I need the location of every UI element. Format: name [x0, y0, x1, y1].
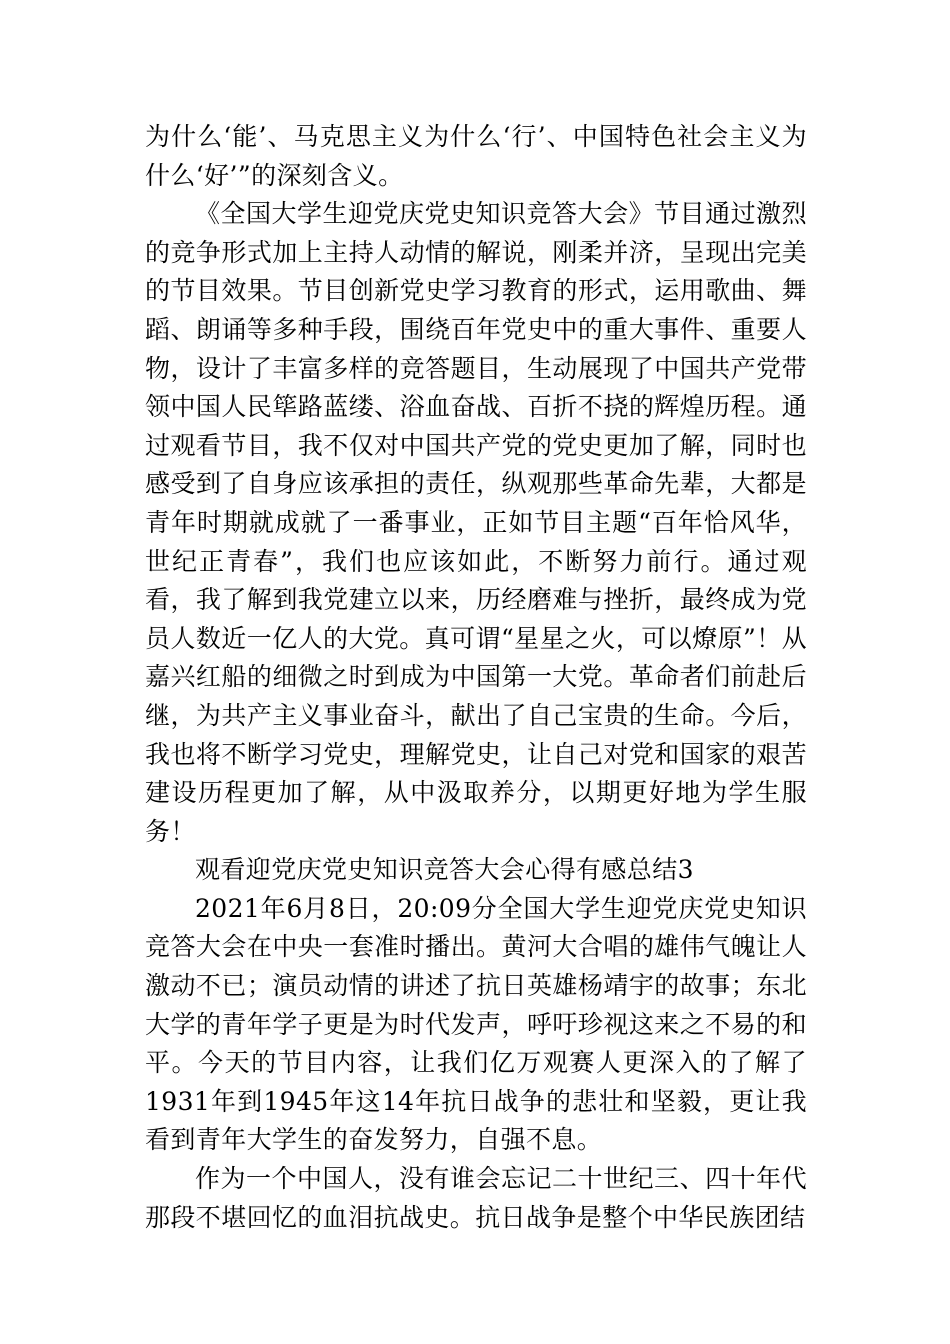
- paragraph-continuation: 为什么‘能’、马克思主义为什么‘行’、中国特色社会主义为什么‘好’”的深刻含义。: [145, 122, 807, 190]
- paragraph-broadcast-summary: 2021年6月8日，20:09分全国大学生迎党庆党史知识竞答大会在中央一套准时播出。黄河大合唱的雄伟气魄让人激动不已；演员动情的讲述了抗日英雄杨靖宇的故事；东北大学的青年学子更是为时代发声，呼吁珍视这来之不易的和平。今天的节目内容，让我们亿万观赛人更深入的了解了1931年到1945年这14年抗日战争的悲壮和坚毅，更让我看到青年大学生的奋发努力，自强不息。: [145, 893, 807, 1155]
- paragraph-program-review: 《全国大学生迎党庆党史知识竞答大会》节目通过激烈的竞争形式加上主持人动情的解说，刚柔并济，呈现出完美的节目效果。节目创新党史学习教育的形式，运用歌曲、舞蹈、朗诵等多种手段，围绕百年党史中的重大事件、重要人物，设计了丰富多样的竞答题目，生动展现了中国共产党带领中国人民筚路蓝缕、浴血奋战、百折不挠的辉煌历程。通过观看节目，我不仅对中国共产党的党史更加了解，同时也感受到了自身应该承担的责任，纵观那些革命先辈，大都是青年时期就成就了一番事业，正如节目主题“百年恰风华，世纪正青春”，我们也应该如此，不断努力前行。通过观看，我了解到我党建立以来，历经磨难与挫折，最终成为党员人数近一亿人的大党。真可谓“星星之火，可以燎原”！从嘉兴红船的细微之时到成为中国第一大党。革命者们前赴后继，为共产主义事业奋斗，献出了自己宝贵的生命。今后，我也将不断学习党史，理解党史，让自己对党和国家的艰苦建设历程更加了解，从中汲取养分，以期更好地为学生服务！: [145, 199, 807, 846]
- section-heading: 观看迎党庆党史知识竞答大会心得有感总结3: [195, 855, 694, 885]
- document-body: [145, 118, 807, 1237]
- paragraph-war-history: 作为一个中国人，没有谁会忘记二十世纪三、四十年代那段不堪回忆的血泪抗战史。抗日战争是整个中华民族团结: [145, 1164, 807, 1232]
